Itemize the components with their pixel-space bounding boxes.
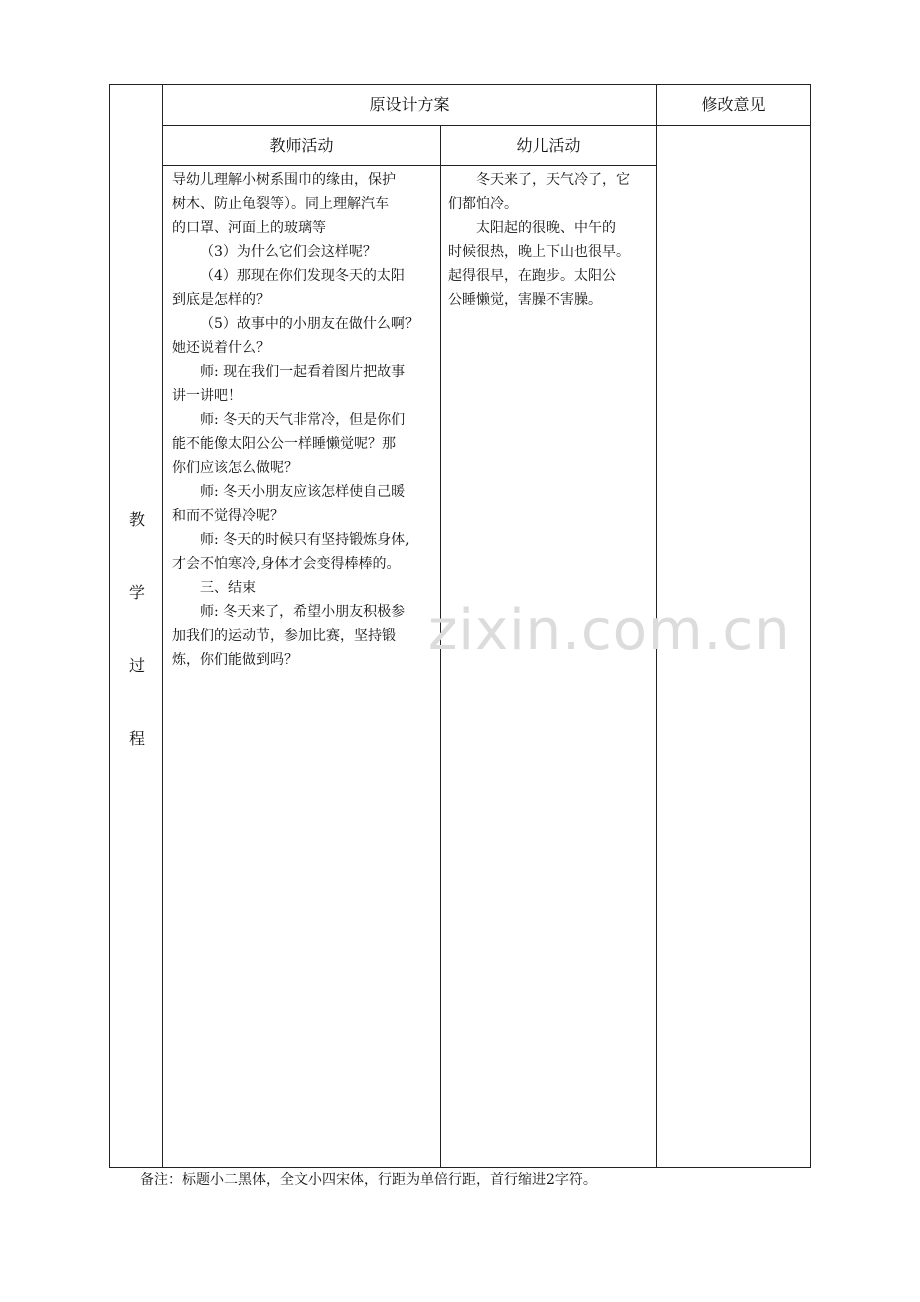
table-top-border xyxy=(109,84,811,85)
text-line: （3）为什么它们会这样呢？ xyxy=(200,244,377,260)
text-line: 导幼儿理解小树系围巾的缘由，保护 xyxy=(172,172,396,188)
revision-header: 修改意见 xyxy=(701,95,766,114)
side-label-char: 学 xyxy=(128,583,145,602)
side-label-char: 程 xyxy=(128,729,145,748)
text-line: 和而不觉得冷呢？ xyxy=(172,508,284,524)
text-line: 的口罩、河面上的玻璃等 xyxy=(172,220,326,236)
side-label-char: 过 xyxy=(128,656,145,675)
text-line: 师: 现在我们一起看着图片把故事 xyxy=(200,364,406,380)
side-column-divider xyxy=(162,84,163,1168)
text-line: 太阳起的很晚、中午的 xyxy=(476,220,616,236)
text-line: 公睡懒觉，害臊不害臊。 xyxy=(448,292,602,308)
subheader-divider xyxy=(162,165,657,166)
text-line: 能不能像太阳公公一样睡懒觉呢？那 xyxy=(172,436,396,452)
text-line: 你们应该怎么做呢？ xyxy=(172,460,298,476)
text-line: 师: 冬天的时候只有坚持锻炼身体, xyxy=(200,532,410,548)
text-line: 才会不怕寒冷,身体才会变得棒棒的。 xyxy=(172,556,401,572)
child-activity-header: 幼儿活动 xyxy=(516,136,581,155)
footnote: 备注：标题小二黑体，全文小四宋体，行距为单倍行距，首行缩进2字符。 xyxy=(140,1172,597,1188)
text-line: 们都怕冷。 xyxy=(448,196,518,212)
text-line: 讲一讲吧！ xyxy=(172,388,242,404)
child-activity-content xyxy=(448,168,652,312)
table-left-border xyxy=(109,84,110,1168)
original-plan-header: 原设计方案 xyxy=(369,95,450,114)
text-line: 时候很热，晚上下山也很早。 xyxy=(448,244,630,260)
side-label-char: 教 xyxy=(128,510,145,529)
text-line: 师: 冬天小朋友应该怎样使自己暖 xyxy=(200,484,406,500)
text-line: 树木、防止龟裂等）。同上理解汽车 xyxy=(172,196,389,212)
teacher-activity-header: 教师活动 xyxy=(269,136,334,155)
text-line: 到底是怎样的？ xyxy=(172,292,270,308)
teacher-activity-content xyxy=(172,168,438,672)
text-line: 她还说着什么？ xyxy=(172,340,270,356)
text-line: 冬天来了，天气冷了，它 xyxy=(476,172,630,188)
table-right-border xyxy=(810,84,811,1168)
table-bottom-border xyxy=(109,1167,811,1168)
text-line: 起得很早，在跑步。太阳公 xyxy=(448,268,616,284)
watermark: zixin.com.cn xyxy=(428,598,791,663)
text-line: 师: 冬天的天气非常冷，但是你们 xyxy=(200,412,406,428)
text-line: 加我们的运动节，参加比赛，坚持锻 xyxy=(172,628,396,644)
text-line: 炼，你们能做到吗？ xyxy=(172,652,298,668)
header-divider xyxy=(162,125,811,126)
text-line: 师: 冬天来了，希望小朋友积极参 xyxy=(200,604,406,620)
text-line: （5）故事中的小朋友在做什么啊？ xyxy=(200,316,419,332)
text-line: 三、结束 xyxy=(200,580,256,596)
text-line: （4）那现在你们发现冬天的太阳 xyxy=(200,268,405,284)
